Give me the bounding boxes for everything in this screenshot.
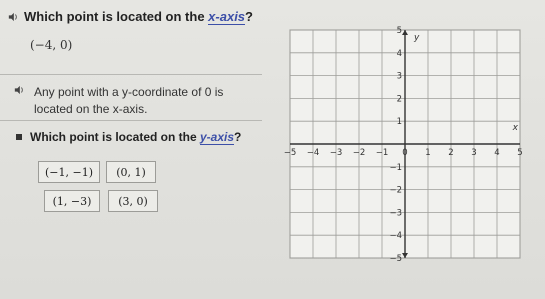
selected-answer: (−4, 0): [30, 38, 73, 52]
x-tick-label: 5: [517, 148, 523, 158]
question-2-title: [30, 130, 241, 144]
y-tick-label: 1: [396, 117, 402, 128]
x-tick-label: 1: [425, 148, 431, 158]
question-2-prefix: Which point is located on the: [30, 130, 200, 144]
x-axis-link[interactable]: x-axis: [208, 9, 246, 24]
y-tick-label: −3: [389, 208, 402, 219]
y-tick-label: −1: [389, 162, 402, 173]
bullet-icon: [16, 134, 22, 140]
choice-button[interactable]: (0, 1): [106, 161, 156, 183]
x-tick-label: 4: [494, 148, 500, 158]
question-1-title: [24, 9, 253, 24]
y-axis-label: y: [414, 33, 420, 43]
divider: [0, 120, 262, 121]
question-1-suffix: ?: [245, 9, 253, 24]
y-tick-label: 5: [396, 26, 402, 36]
x-tick-label: −3: [329, 148, 343, 158]
x-tick-label: 0: [402, 148, 408, 158]
y-tick-label: 2: [396, 94, 402, 105]
x-tick-label: −1: [375, 148, 389, 158]
divider: [0, 74, 262, 75]
y-tick-label: −2: [389, 185, 402, 196]
speaker-icon[interactable]: [14, 85, 24, 95]
hint-line-1: Any point with a y-coordinate of 0 is: [34, 85, 224, 99]
question-1-prefix: Which point is located on the: [24, 9, 209, 24]
coordinate-grid[interactable]: [278, 22, 540, 274]
x-tick-label: 2: [448, 148, 454, 158]
speaker-icon[interactable]: [8, 12, 18, 22]
question-2-suffix: ?: [234, 130, 242, 144]
y-tick-label: −4: [389, 231, 402, 242]
y-tick-label: 4: [396, 48, 402, 59]
x-axis-label: x: [512, 123, 518, 133]
choice-button[interactable]: (1, −3): [44, 190, 100, 212]
hint-box: [14, 84, 244, 118]
hint-line-2: located on the x-axis.: [34, 102, 148, 116]
x-tick-label: −4: [306, 148, 320, 158]
choice-button[interactable]: (−1, −1): [38, 161, 100, 183]
x-tick-label: 3: [471, 148, 477, 158]
x-tick-label: −5: [283, 148, 297, 158]
y-tick-label: 3: [396, 71, 402, 82]
x-tick-label: −2: [352, 148, 366, 158]
choice-button[interactable]: (3, 0): [108, 190, 158, 212]
y-axis-link[interactable]: y-axis: [200, 130, 235, 144]
y-tick-label: −5: [389, 254, 402, 264]
